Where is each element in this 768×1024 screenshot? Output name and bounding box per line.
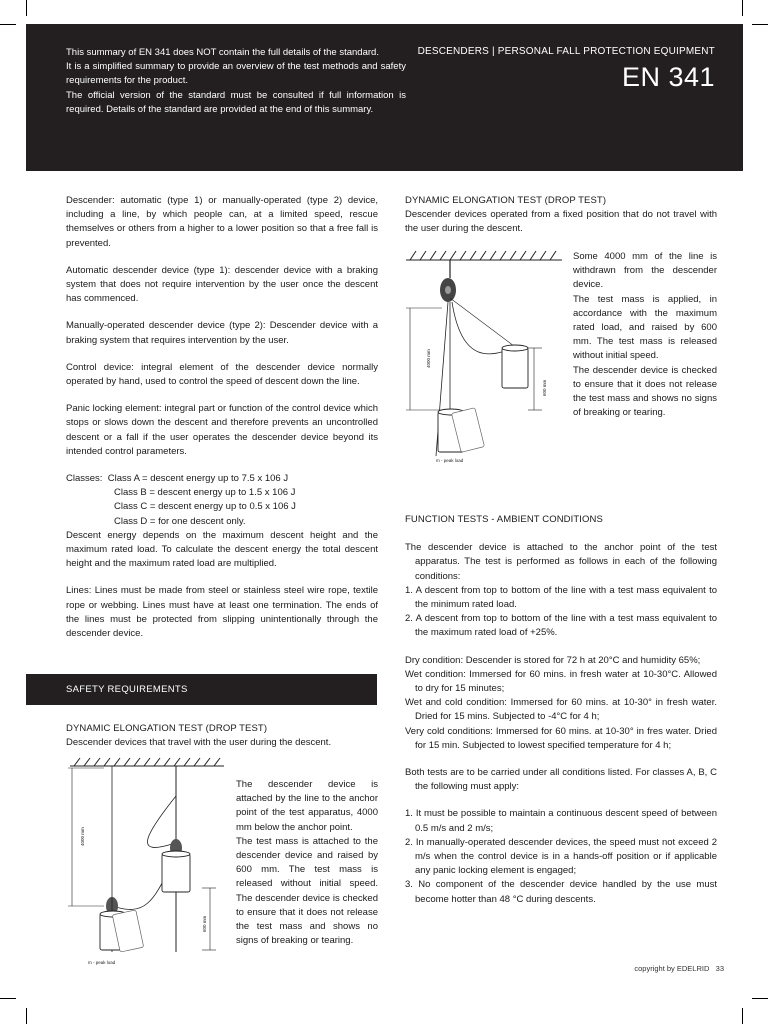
definition-type2: Manually-operated descender device (type 2): Descender device with a braking system that requires intervention by the user. <box>66 320 378 346</box>
requirement-item: 2. In manually-operated descender devices, the speed must not exceed 2 m/s when the control device is in a hands-off position or if applicable any panic locking element is engaged; <box>405 836 717 877</box>
intro-line: It is a simplified summary to provide an overview of the test methods and safety requirements for the product. <box>66 61 406 87</box>
energy-text: Descent energy depends on the maximum descent height and the maximum rated load. To calculate the descent energy the total descent height and the maximum rated load are multiplied. <box>66 529 378 570</box>
lines-text: Lines: Lines must be made from steel or stainless steel wire rope, textile rope or webbing. Lines must have at least one termination. The ends of the lines must be protected from slipping unintentionally through the descender device. <box>66 585 378 640</box>
right-drop-test <box>405 194 717 237</box>
copyright-text: copyright by EDELRID <box>634 964 710 973</box>
class-b: Class B = descent energy up to 1.5 x 106 J <box>114 487 296 499</box>
crop-mark <box>0 24 16 25</box>
crop-mark <box>0 998 16 999</box>
function-title: FUNCTION TESTS - AMBIENT CONDITIONS <box>405 514 603 525</box>
definition-descender: Descender: automatic (type 1) or manually-operated (type 2) device, including a line, by which people can, at a limited speed, rescue themselves or others from a higher to a lower position so that a free fall is prevented. <box>66 195 378 249</box>
peak-load-label: m - peak load <box>88 960 116 965</box>
drop-test-subtitle: Descender devices that travel with the user during the descent. <box>66 737 332 749</box>
dimension-4000 <box>68 768 104 906</box>
classes-label: Classes: <box>66 473 103 485</box>
left-drop-test-desc <box>236 778 378 948</box>
right-drop-test-desc: The descender device is checked to ensure that it does not release the test mass and shows no signs of breaking or tearing. <box>573 364 717 419</box>
dimension-600-label: 600 mm <box>542 379 547 396</box>
mass-upper <box>502 345 528 388</box>
right-drop-test-desc <box>573 250 717 420</box>
condition-dry: Dry condition: Descender is stored for 72 h at 20°C and humidity 65%; <box>405 654 701 666</box>
drop-test-figure-traveling <box>64 756 232 968</box>
function-tests <box>405 513 717 907</box>
right-drop-test-desc: The test mass is applied, in accordance with the maximum rated load, and raised by 600 mm. The test mass is released without initial speed. <box>573 293 717 362</box>
mass-lower <box>438 408 484 453</box>
drop-test-title: DYNAMIC ELONGATION TEST (DROP TEST) <box>66 723 268 734</box>
both-tests-text: Both tests are to be carried under all conditions listed. For classes A, B, C the following must apply: <box>405 767 717 793</box>
section-title: SAFETY REQUIREMENTS <box>66 684 188 695</box>
crop-mark <box>26 0 27 16</box>
requirement-item: 1. It must be possible to maintain a continuous descent speed of between 0.5 m/s and 2 m/s; <box>405 808 717 834</box>
crop-mark <box>752 24 768 25</box>
drop-test-desc: The test mass is attached to the descender device and raised by 600 mm. The test mass is released without initial speed. The descender device is checked to ensure that it does not release the test mass and shows no signs of breaking or tearing. <box>236 835 378 947</box>
dimension-600 <box>528 348 542 410</box>
ceiling-hatch <box>70 758 224 766</box>
descender-fixed <box>440 278 456 302</box>
condition-wet-cold: Wet and cold condition: Immersed for 60 mins. at 10-30° in fresh water. Dried for 15 mins. Subjected to -4°C for 4 h; <box>405 697 717 723</box>
dimension-4000-label: 4000 mm <box>80 827 85 846</box>
condition-wet: Wet condition: Immersed for 60 mins. in fresh water at 10-30°C. Allowed to dry for 15 minutes; <box>405 668 717 695</box>
ceiling-hatch <box>406 251 562 260</box>
page-footer <box>634 964 724 973</box>
page-number: 33 <box>715 964 724 973</box>
intro-line: The official version of the standard must be consulted if full information is required. Details of the standard are provided at the end of this summary. <box>66 89 406 115</box>
drop-test-figure-fixed <box>402 246 568 468</box>
function-item: 2. A descent from top to bottom of the line with a test mass equivalent to the maximum rated load of +25%. <box>405 613 717 639</box>
section-bar <box>26 674 377 705</box>
function-intro: The descender device is attached to the anchor point of the test apparatus. The test is performed as follows in each of the following conditions: <box>405 542 717 582</box>
definition-type1: Automatic descender device (type 1): descender device with a braking system that does not require intervention by the user once the descent has commenced. <box>66 264 378 305</box>
crop-mark <box>742 1008 743 1024</box>
category-label: DESCENDERS | PERSONAL FALL PROTECTION EQUIPMENT <box>417 46 715 57</box>
class-a: Class A = descent energy up to 7.5 x 106 J <box>107 473 289 485</box>
rope-lead <box>450 298 514 346</box>
intro-line: This summary of EN 341 does NOT contain the full details of the standard. <box>66 47 379 58</box>
class-c: Class C = descent energy up to 0.5 x 106 J <box>114 501 296 513</box>
standard-title: EN 341 <box>621 62 715 92</box>
definition-control-device: Control device: integral element of the descender device normally operated by hand, used to control the speed of descent down the line. <box>66 361 378 388</box>
crop-mark <box>752 998 768 999</box>
crop-mark <box>26 1008 27 1024</box>
drop-test-desc: The descender device is attached by the line to the anchor point of the test apparatus, 4000 mm below the anchor point. <box>236 779 378 833</box>
requirement-item: 3. No component of the descender device handled by the use must become hotter than 48 °C during descents. <box>405 879 717 905</box>
dimension-4000-label: 4000 mm <box>426 349 431 368</box>
condition-very-cold: Very cold conditions: Immersed for 60 mins. at 10-30° in fres water. Dried for 15 min. Subjected to lowest specified temperature for 4 h; <box>405 725 717 751</box>
dimension-4000 <box>406 308 442 410</box>
left-drop-test <box>66 722 378 750</box>
left-column <box>66 194 378 641</box>
intro-text <box>66 46 406 117</box>
classes-list <box>66 472 378 486</box>
peak-load-label: m - peak load <box>436 458 464 463</box>
definition-panic-element: Panic locking element: integral part or function of the control device which stops or slows down the descent and therefore prevents an uncontrolled descent or a fall if the user operates the descender device beyond its intended control parameters. <box>66 403 378 457</box>
right-drop-test-subtitle: Descender devices operated from a fixed position that do not travel with the user during the descent. <box>405 209 717 235</box>
dimension-600-label: 600 mm <box>202 915 207 932</box>
header-band <box>26 24 743 171</box>
mass-lower <box>100 910 144 952</box>
crop-mark <box>742 0 743 16</box>
right-drop-test-title: DYNAMIC ELONGATION TEST (DROP TEST) <box>405 195 607 206</box>
class-d: Class D = for one descent only. <box>114 515 246 527</box>
right-drop-test-desc: Some 4000 mm of the line is withdrawn from the descender device. <box>573 251 717 291</box>
slack-line <box>147 796 176 847</box>
function-item: 1. A descent from top to bottom of the line with a test mass equivalent to the minimum rated load. <box>405 584 717 611</box>
mass-upper <box>162 851 190 892</box>
